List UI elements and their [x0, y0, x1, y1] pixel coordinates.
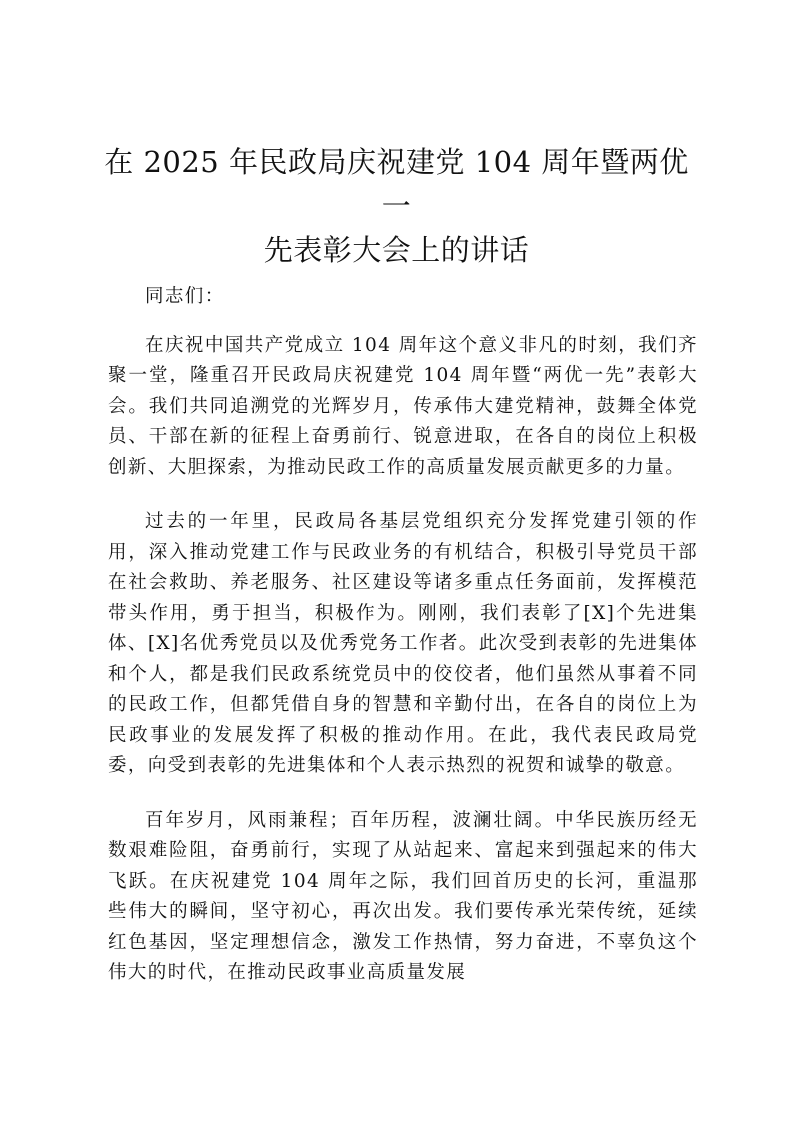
- paragraph-3: 百年岁月，风雨兼程；百年历程，波澜壮阔。中华民族历经无数艰难险阻，奋勇前行，实现了从站起来、富起来到强起来的伟大飞跃。在庆祝建党 104 周年之际，我们回首历史的长河，重温那些伟大的瞬间，坚守初心，再次出发。我们要传承光荣传统，延续红色基因，坚定理想信念，激发工作热情，努力奋进，不辜负这个伟大的时代，在推动民政事业高质量发展: [108, 809, 698, 983]
- paragraph-1: 在庆祝中国共产党成立 104 周年这个意义非凡的时刻，我们齐聚一堂，隆重召开民政局庆祝建党 104 周年暨“两优一先”表彰大会。我们共同追溯党的光辉岁月，传承伟大建党精神，鼓舞全体党员、干部在新的征程上奋勇前行、锐意进取，在各自的岗位上积极创新、大胆探索，为推动民政工作的高质量发展贡献更多的力量。: [108, 334, 698, 478]
- greeting: 同志们：: [145, 286, 225, 307]
- title-line-1: 在 2025 年民政局庆祝建党 104 周年暨两优一: [104, 145, 689, 223]
- document-title: [100, 140, 693, 272]
- document-body: [108, 282, 698, 1013]
- title-line-2: 先表彰大会上的讲话: [263, 233, 530, 267]
- paragraph-2: 过去的一年里，民政局各基层党组织充分发挥党建引领的作用，深入推动党建工作与民政业务的有机结合，积极引导党员干部在社会救助、养老服务、社区建设等诸多重点任务面前，发挥模范带头作用，勇于担当，积极作为。刚刚，我们表彰了[X]个先进集体、[X]名优秀党员以及优秀党务工作者。此次受到表彰的先进集体和个人，都是我们民政系统党员中的佼佼者，他们虽然从事着不同的民政工作，但都凭借自身的智慧和辛勤付出，在各自的岗位上为民政事业的发展发挥了积极的推动作用。在此，我代表民政局党委，向受到表彰的先进集体和个人表示热烈的祝贺和诚挚的敬意。: [108, 511, 698, 776]
